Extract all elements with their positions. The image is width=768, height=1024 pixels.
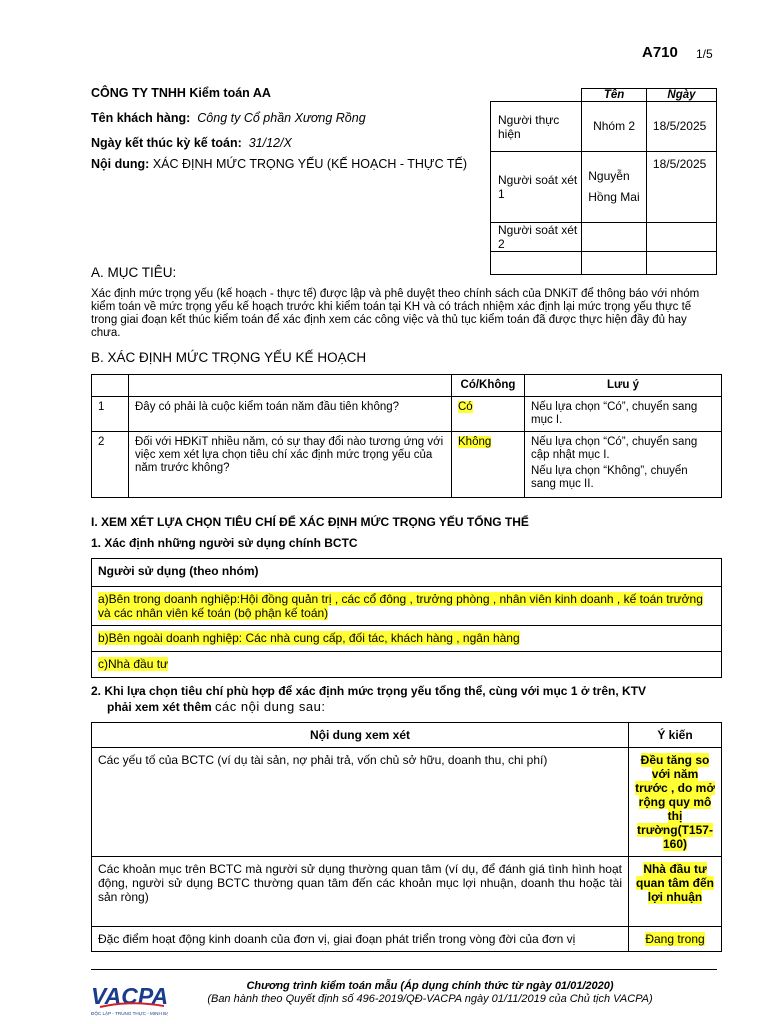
section-a-title: A. MỤC TIÊU:	[91, 265, 177, 280]
client-value: Công ty Cổ phần Xương Rồng	[197, 111, 366, 125]
row-question: Đây có phải là cuộc kiểm toán năm đầu tiên không?	[129, 397, 452, 432]
row-note: Nếu lựa chọn “Có”, chuyển sang mục I.	[525, 397, 722, 432]
col-yesno: Có/Không	[452, 375, 525, 397]
content-header: Nội dung xem xét	[92, 723, 629, 748]
svg-text:VACPA: VACPA	[91, 983, 168, 1009]
signoff-role: Người thực hiện	[491, 102, 582, 152]
signoff-date[interactable]: 18/5/2025	[646, 152, 716, 223]
footer-line-1: Chương trình kiểm toán mẫu (Áp dụng chính thức từ ngày 01/01/2020)	[246, 980, 614, 992]
page-number: 1/5	[696, 47, 713, 61]
content-value: XÁC ĐỊNH MỨC TRỌNG YẾU (KẾ HOẠCH - THỰC TẾ)	[152, 157, 468, 171]
signoff-name[interactable]	[582, 223, 647, 252]
company-name: CÔNG TY TNHH Kiểm toán AA	[91, 86, 271, 100]
row-answer[interactable]: Không	[452, 432, 525, 498]
signoff-role: Người soát xét 1	[491, 152, 582, 223]
signoff-date[interactable]	[646, 223, 716, 252]
section-b-title: B. XÁC ĐỊNH MỨC TRỌNG YẾU KẾ HOẠCH	[91, 350, 367, 365]
row-answer[interactable]: Có	[452, 397, 525, 432]
row-question: Đối với HĐKiT nhiều năm, có sự thay đổi nào tương ứng với việc xem xét lựa chọn tiêu chí xác định mức trọng yếu của năm trước không?	[129, 432, 452, 498]
opinion-cell[interactable]: Đang trong	[629, 927, 722, 952]
client-line	[91, 111, 366, 125]
content-label: Nội dung:	[91, 157, 150, 171]
content-text: Các yếu tố của BCTC (ví dụ tài sản, nợ phải trả, vốn chủ sở hữu, doanh thu, chi phí)	[92, 748, 629, 857]
user-group[interactable]: a)Bên trong doanh nghiệp:Hội đồng quản trị , các cổ đông , trưởng phòng , nhân viên kinh doanh , kế toán trưởng và các nhân viên kế toán (bộ phận kế toán)	[92, 587, 722, 626]
signoff-date[interactable]	[646, 252, 716, 275]
signoff-table	[490, 88, 717, 275]
col-note: Lưu ý	[525, 375, 722, 397]
row-number: 2	[92, 432, 129, 498]
section-i-title: I. XEM XÉT LỰA CHỌN TIÊU CHÍ ĐỂ XÁC ĐỊNH MỨC TRỌNG YẾU TỔNG THỂ	[91, 515, 529, 529]
item-2-line2: phải xem xét thêm các nội dung sau:	[107, 699, 326, 714]
signoff-role: Người soát xét 2	[491, 223, 582, 252]
consideration-table	[91, 722, 722, 952]
user-group[interactable]: b)Bên ngoài doanh nghiệp: Các nhà cung cấp, đối tác, khách hàng , ngân hàng	[92, 626, 722, 652]
users-table	[91, 558, 722, 678]
content-text: Đặc điểm hoạt động kinh doanh của đơn vị, giai đoạn phát triển trong vòng đời của đơn vị	[92, 927, 629, 952]
item-1-title: 1. Xác định những người sử dụng chính BCTC	[91, 536, 358, 550]
period-value: 31/12/X	[248, 136, 292, 150]
section-a-body: Xác định mức trọng yếu (kế hoạch - thực tế) được lập và phê duyệt theo chính sách của DNKiT để thông báo với nhóm kiểm toán về mức trọng yếu kế hoạch trước khi kiểm toán tại KH và có trách nhiệm xác định lại mức trọng yếu thực tế trong giai đoạn kết thúc kiểm toán để xác định xem các công việc và thủ tục kiểm toán đã được thực hiện đầy đủ hay chưa.	[91, 288, 700, 339]
footer-line-2: (Ban hành theo Quyết định số 496-2019/QĐ-VACPA ngày 01/11/2019 của Chủ tịch VACPA)	[207, 993, 653, 1005]
item-2-line1: 2. Khi lựa chọn tiêu chí phù hợp để xác định mức trọng yếu tổng thể, cùng với mục 1 ở trên, KTV	[91, 684, 647, 698]
signoff-date[interactable]: 18/5/2025	[646, 102, 716, 152]
footer-divider	[91, 969, 717, 970]
svg-text:ĐỘC LẬP - TRUNG THỰC - MINH BẠ: ĐỘC LẬP - TRUNG THỰC - MINH BẠCH	[91, 1011, 168, 1016]
period-label: Ngày kết thúc kỳ kế toán:	[91, 136, 242, 150]
signoff-col-date: Ngày	[646, 89, 716, 102]
opinion-cell[interactable]: Nhà đầu tư quan tâm đến lợi nhuận	[629, 857, 722, 927]
opinion-cell[interactable]: Đều tăng so với năm trước , do mở rộng quy mô thị trường(T157-160)	[629, 748, 722, 857]
content-text: Các khoản mục trên BCTC mà người sử dụng thường quan tâm (ví dụ, để đánh giá tình hình hoạt động, người sử dụng BCTC thường quan tâm đến các khoản mục lợi nhuận, doanh thu hoặc tài sản ròng)	[92, 857, 629, 927]
opinion-header: Ý kiến	[629, 723, 722, 748]
user-group[interactable]: c)Nhà đầu tư	[92, 652, 722, 678]
row-number: 1	[92, 397, 129, 432]
client-label: Tên khách hàng:	[91, 111, 191, 125]
users-header: Người sử dụng (theo nhóm)	[92, 559, 722, 587]
row-note: Nếu lựa chọn “Có”, chuyển sang cập nhật mục I. Nếu lựa chọn “Không”, chuyển sang mục II.	[525, 432, 722, 498]
document-code: A710	[642, 44, 678, 61]
signoff-col-name: Tên	[582, 89, 647, 102]
planning-table	[91, 374, 722, 498]
signoff-name[interactable]	[582, 252, 647, 275]
signoff-role	[491, 252, 582, 275]
vacpa-logo	[90, 978, 168, 1018]
signoff-name[interactable]: Nhóm 2	[582, 102, 647, 152]
content-line	[91, 157, 467, 171]
signoff-name[interactable]: Nguyễn Hồng Mai	[582, 152, 647, 223]
period-line	[91, 136, 292, 150]
